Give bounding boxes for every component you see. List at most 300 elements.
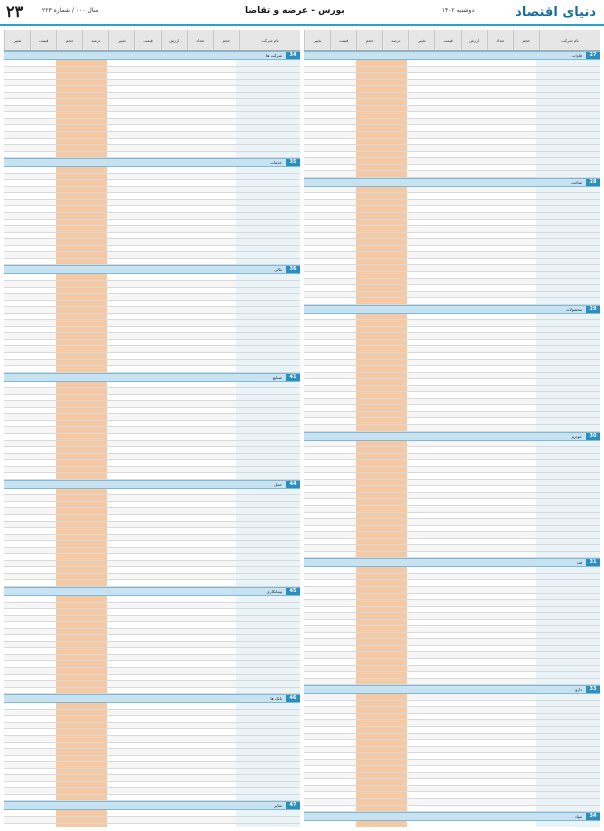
table-cell xyxy=(210,125,236,131)
table-cell xyxy=(4,655,30,661)
table-cell xyxy=(459,246,485,252)
table-cell xyxy=(107,314,133,320)
table-cell xyxy=(236,427,300,433)
table-cell xyxy=(459,340,485,346)
table-cell xyxy=(56,206,82,212)
table-cell xyxy=(459,152,485,158)
table-cell xyxy=(4,67,30,73)
table-cell xyxy=(81,454,107,460)
table-cell xyxy=(81,327,107,333)
table-cell xyxy=(433,340,459,346)
table-cell xyxy=(210,274,236,280)
table-cell xyxy=(56,401,82,407)
table-cell xyxy=(459,659,485,665)
table-cell xyxy=(236,213,300,219)
table-cell xyxy=(304,607,330,613)
table-cell xyxy=(407,67,433,73)
table-cell xyxy=(185,567,211,573)
table-cell xyxy=(133,388,159,394)
table-cell xyxy=(510,499,536,505)
table-cell xyxy=(185,541,211,547)
table-cell xyxy=(304,499,330,505)
column-header: نام شرکت xyxy=(239,30,300,50)
table-cell xyxy=(381,93,407,99)
table-cell xyxy=(433,580,459,586)
column-header: حجم xyxy=(56,30,82,50)
table-cell xyxy=(56,73,82,79)
svg-text:دنیای اقتصاد: دنیای اقتصاد xyxy=(515,5,596,20)
table-cell xyxy=(510,799,536,805)
table-cell xyxy=(330,239,356,245)
table-cell xyxy=(459,473,485,479)
table-cell xyxy=(330,519,356,525)
table-cell xyxy=(433,679,459,685)
table-cell xyxy=(510,552,536,558)
table-cell xyxy=(459,821,485,827)
table-cell xyxy=(159,508,185,514)
table-cell xyxy=(4,167,30,173)
table-cell xyxy=(304,246,330,252)
table-cell xyxy=(304,613,330,619)
table-cell xyxy=(159,723,185,729)
table-cell xyxy=(304,666,330,672)
table-cell xyxy=(159,703,185,709)
table-cell xyxy=(510,327,536,333)
table-cell xyxy=(210,213,236,219)
table-cell xyxy=(56,226,82,232)
table-cell xyxy=(4,239,30,245)
table-cell xyxy=(304,425,330,431)
table-cell xyxy=(30,301,56,307)
table-cell xyxy=(407,379,433,385)
table-cell xyxy=(133,661,159,667)
table-cell xyxy=(304,672,330,678)
table-cell xyxy=(236,421,300,427)
table-cell xyxy=(236,360,300,366)
table-cell xyxy=(407,734,433,740)
table-cell xyxy=(4,233,30,239)
table-cell xyxy=(236,388,300,394)
table-cell xyxy=(330,233,356,239)
table-cell xyxy=(407,679,433,685)
table-cell xyxy=(356,545,382,551)
table-cell xyxy=(159,388,185,394)
table-cell xyxy=(236,60,300,66)
table-cell xyxy=(56,132,82,138)
group-number: 35 xyxy=(286,159,300,166)
table-cell xyxy=(407,265,433,271)
table-cell xyxy=(236,460,300,466)
table-cell xyxy=(381,760,407,766)
table-cell xyxy=(536,298,600,304)
table-cell xyxy=(356,753,382,759)
table-cell xyxy=(459,373,485,379)
table-cell xyxy=(81,152,107,158)
table-cell xyxy=(510,399,536,405)
table-cell xyxy=(30,274,56,280)
table-cell xyxy=(81,382,107,388)
table-cell xyxy=(407,226,433,232)
table-cell xyxy=(4,145,30,151)
group-header xyxy=(4,801,300,810)
table-cell xyxy=(185,688,211,694)
table-cell xyxy=(356,379,382,385)
table-cell xyxy=(536,539,600,545)
table-cell xyxy=(485,620,511,626)
table-cell xyxy=(433,467,459,473)
table-cell xyxy=(236,294,300,300)
table-cell xyxy=(459,786,485,792)
table-cell xyxy=(510,652,536,658)
table-cell xyxy=(433,473,459,479)
table-cell xyxy=(356,574,382,580)
table-cell xyxy=(510,132,536,138)
table-cell xyxy=(107,567,133,573)
table-cell xyxy=(30,239,56,245)
table-cell xyxy=(381,513,407,519)
table-cell xyxy=(330,252,356,258)
table-cell xyxy=(133,535,159,541)
table-cell xyxy=(107,782,133,788)
table-cell xyxy=(381,158,407,164)
table-cell xyxy=(485,701,511,707)
table-cell xyxy=(459,766,485,772)
table-cell xyxy=(304,821,330,827)
table-cell xyxy=(407,373,433,379)
table-cell xyxy=(510,532,536,538)
table-cell xyxy=(433,412,459,418)
table-cell xyxy=(356,220,382,226)
table-cell xyxy=(459,773,485,779)
table-cell xyxy=(185,395,211,401)
table-cell xyxy=(185,259,211,265)
table-cell xyxy=(536,694,600,700)
table-cell xyxy=(107,220,133,226)
group-header xyxy=(304,685,600,694)
table-cell xyxy=(236,580,300,586)
table-cell xyxy=(304,460,330,466)
table-cell xyxy=(330,545,356,551)
table-cell xyxy=(304,125,330,131)
table-cell xyxy=(330,707,356,713)
table-cell xyxy=(107,360,133,366)
table-cell xyxy=(536,740,600,746)
table-cell xyxy=(330,392,356,398)
table-cell xyxy=(433,379,459,385)
table-cell xyxy=(56,596,82,602)
table-cell xyxy=(4,226,30,232)
table-cell xyxy=(236,502,300,508)
table-cell xyxy=(185,736,211,742)
table-cell xyxy=(81,508,107,514)
table-cell xyxy=(510,272,536,278)
table-cell xyxy=(30,541,56,547)
table-cell xyxy=(510,213,536,219)
table-cell xyxy=(185,139,211,145)
table-cell xyxy=(381,346,407,352)
table-cell xyxy=(133,327,159,333)
table-cell xyxy=(459,132,485,138)
table-cell xyxy=(210,93,236,99)
table-cell xyxy=(107,454,133,460)
table-cell xyxy=(330,467,356,473)
group-header xyxy=(4,480,300,489)
table-cell xyxy=(159,716,185,722)
table-cell xyxy=(81,609,107,615)
table-cell xyxy=(159,454,185,460)
table-cell xyxy=(107,125,133,131)
table-cell xyxy=(107,736,133,742)
table-cell xyxy=(407,386,433,392)
table-cell xyxy=(304,412,330,418)
table-cell xyxy=(510,486,536,492)
table-cell xyxy=(356,425,382,431)
table-cell xyxy=(107,395,133,401)
table-cell xyxy=(107,233,133,239)
table-cell xyxy=(356,587,382,593)
table-cell xyxy=(433,792,459,798)
table-cell xyxy=(356,720,382,726)
table-cell xyxy=(210,580,236,586)
table-cell xyxy=(485,539,511,545)
table-cell xyxy=(381,666,407,672)
table-cell xyxy=(30,580,56,586)
table-cell xyxy=(185,274,211,280)
table-cell xyxy=(433,454,459,460)
table-cell xyxy=(210,327,236,333)
table-cell xyxy=(381,333,407,339)
table-cell xyxy=(433,539,459,545)
table-cell xyxy=(236,648,300,654)
table-cell xyxy=(536,607,600,613)
table-cell xyxy=(4,548,30,554)
table-cell xyxy=(433,405,459,411)
table-cell xyxy=(107,495,133,501)
table-cell xyxy=(356,252,382,258)
table-cell xyxy=(536,187,600,193)
table-cell xyxy=(536,373,600,379)
group-label: خدمات xyxy=(270,160,282,166)
table-cell xyxy=(433,187,459,193)
table-cell xyxy=(304,633,330,639)
table-cell xyxy=(4,824,30,827)
table-cell xyxy=(81,174,107,180)
table-cell xyxy=(159,447,185,453)
table-cell xyxy=(236,382,300,388)
table-cell xyxy=(185,655,211,661)
table-cell xyxy=(159,106,185,112)
table-cell xyxy=(81,119,107,125)
table-cell xyxy=(107,661,133,667)
table-cell xyxy=(159,220,185,226)
table-cell xyxy=(433,552,459,558)
table-cell xyxy=(210,99,236,105)
table-cell xyxy=(510,493,536,499)
table-cell xyxy=(159,414,185,420)
table-cell xyxy=(485,239,511,245)
table-cell xyxy=(381,467,407,473)
table-cell xyxy=(356,285,382,291)
table-cell xyxy=(81,307,107,313)
table-cell xyxy=(459,480,485,486)
table-cell xyxy=(459,93,485,99)
table-cell xyxy=(536,567,600,573)
table-cell xyxy=(459,80,485,86)
table-cell xyxy=(407,93,433,99)
table-cell xyxy=(356,600,382,606)
table-cell xyxy=(330,246,356,252)
table-cell xyxy=(510,106,536,112)
table-cell xyxy=(356,460,382,466)
column-header: ارزش xyxy=(461,30,487,50)
table-cell xyxy=(536,265,600,271)
table-cell xyxy=(304,720,330,726)
table-cell xyxy=(536,252,600,258)
table-cell xyxy=(107,174,133,180)
group-header xyxy=(304,305,600,314)
table-cell xyxy=(433,213,459,219)
table-cell xyxy=(56,495,82,501)
table-cell xyxy=(133,749,159,755)
table-cell xyxy=(304,539,330,545)
table-cell xyxy=(459,158,485,164)
table-cell xyxy=(407,493,433,499)
table-cell xyxy=(304,786,330,792)
table-cell xyxy=(56,360,82,366)
table-cell xyxy=(185,99,211,105)
table-cell xyxy=(210,554,236,560)
table-cell xyxy=(4,152,30,158)
table-cell xyxy=(459,734,485,740)
table-cell xyxy=(185,320,211,326)
table-cell xyxy=(4,688,30,694)
table-cell xyxy=(356,386,382,392)
table-cell xyxy=(30,574,56,580)
table-cell xyxy=(185,80,211,86)
table-cell xyxy=(133,434,159,440)
table-cell xyxy=(536,139,600,145)
table-cell xyxy=(185,642,211,648)
table-cell xyxy=(407,447,433,453)
group-label: بانک ها xyxy=(270,696,282,702)
table-cell xyxy=(210,616,236,622)
group-header xyxy=(304,51,600,60)
table-cell xyxy=(56,788,82,794)
table-cell xyxy=(107,320,133,326)
table-cell xyxy=(407,112,433,118)
table-cell xyxy=(304,418,330,424)
column-header: نام شرکت xyxy=(539,30,600,50)
table-cell xyxy=(133,473,159,479)
table-cell xyxy=(236,99,300,105)
table-cell xyxy=(133,99,159,105)
table-cell xyxy=(159,288,185,294)
table-cell xyxy=(4,259,30,265)
table-cell xyxy=(356,486,382,492)
table-cell xyxy=(81,167,107,173)
table-cell xyxy=(330,418,356,424)
table-cell xyxy=(510,86,536,92)
table-cell xyxy=(407,145,433,151)
table-cell xyxy=(133,548,159,554)
table-cell xyxy=(159,427,185,433)
table-cell xyxy=(210,629,236,635)
table-cell xyxy=(433,252,459,258)
table-cell xyxy=(133,788,159,794)
table-cell xyxy=(330,145,356,151)
table-cell xyxy=(536,506,600,512)
table-cell xyxy=(536,405,600,411)
table-cell xyxy=(485,373,511,379)
table-cell xyxy=(356,158,382,164)
table-cell xyxy=(536,327,600,333)
table-cell xyxy=(30,756,56,762)
table-cell xyxy=(485,720,511,726)
table-cell xyxy=(536,233,600,239)
table-cell xyxy=(56,703,82,709)
table-cell xyxy=(185,795,211,801)
table-cell xyxy=(56,408,82,414)
table-cell xyxy=(236,281,300,287)
table-cell xyxy=(304,734,330,740)
table-cell xyxy=(4,246,30,252)
table-cell xyxy=(210,635,236,641)
table-cell xyxy=(133,447,159,453)
table-cell xyxy=(159,441,185,447)
table-cell xyxy=(185,112,211,118)
table-cell xyxy=(459,701,485,707)
table-cell xyxy=(510,574,536,580)
table-cell xyxy=(4,125,30,131)
table-cell xyxy=(185,609,211,615)
table-cell xyxy=(330,760,356,766)
table-cell xyxy=(510,613,536,619)
table-cell xyxy=(4,609,30,615)
table-cell xyxy=(433,106,459,112)
table-cell xyxy=(330,792,356,798)
table-cell xyxy=(107,528,133,534)
table-cell xyxy=(330,454,356,460)
table-cell xyxy=(185,187,211,193)
table-cell xyxy=(407,206,433,212)
table-cell xyxy=(159,200,185,206)
table-cell xyxy=(407,320,433,326)
table-cell xyxy=(107,596,133,602)
table-cell xyxy=(30,515,56,521)
table-cell xyxy=(536,314,600,320)
table-cell xyxy=(159,401,185,407)
group-number: 34 xyxy=(586,813,600,820)
table-cell xyxy=(4,301,30,307)
table-cell xyxy=(159,314,185,320)
table-cell xyxy=(210,346,236,352)
table-cell xyxy=(304,701,330,707)
group-label: مواد xyxy=(574,814,582,820)
table-cell xyxy=(485,513,511,519)
table-cell xyxy=(159,233,185,239)
table-cell xyxy=(107,145,133,151)
table-cell xyxy=(510,314,536,320)
table-cell xyxy=(133,795,159,801)
table-cell xyxy=(56,112,82,118)
table-cell xyxy=(185,596,211,602)
table-cell xyxy=(459,806,485,812)
table-cell xyxy=(236,408,300,414)
table-cell xyxy=(185,447,211,453)
table-cell xyxy=(356,279,382,285)
table-cell xyxy=(81,675,107,681)
table-cell xyxy=(81,99,107,105)
